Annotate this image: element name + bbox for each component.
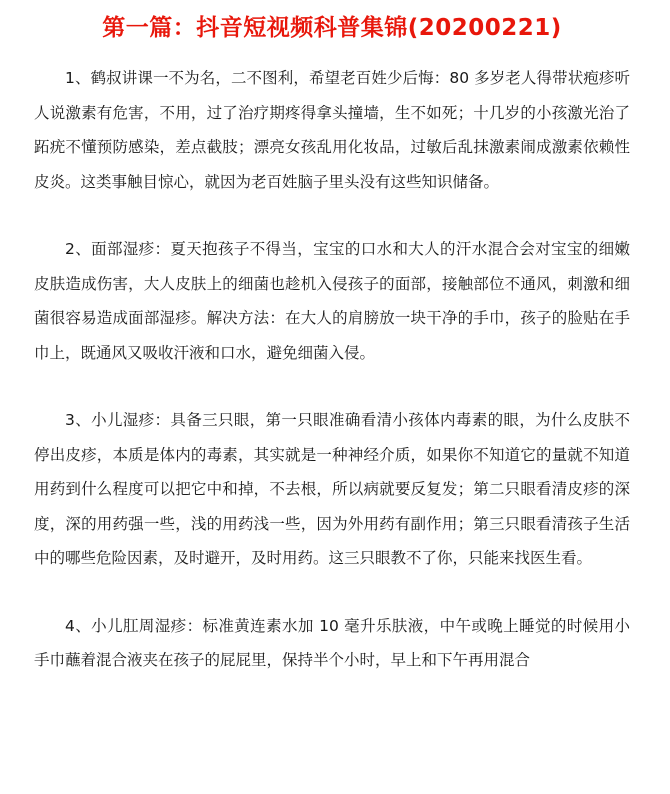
paragraph-3: 3、小儿湿疹：具备三只眼，第一只眼准确看清小孩体内毒素的眼，为什么皮肤不停出皮疹，本质是体内的毒素，其实就是一种神经介质，如果你不知道它的量就不知道用药到什么程度可以把它中和掉，不去根，所以病就要反复发；第二只眼看清皮疹的深度，深的用药强一些，浅的用药浅一些，因为外用药有副作用；第三只眼看清孩子生活中的哪些危险因素，及时避开，及时用药。这三只眼教不了你，只能来找医生看。: [34, 411, 630, 567]
document-title: 第一篇：抖音短视频科普集锦(20200221): [102, 15, 562, 41]
paragraph-4: 4、小儿肛周湿疹：标准黄连素水加 10 毫升乐肤液，中午或晚上睡觉的时候用小手巾蘸着混合液夹在孩子的屁屁里，保持半个小时，早上和下午再用混合: [34, 616, 630, 669]
paragraph-1: 1、鹤叔讲课一不为名，二不图利，希望老百姓少后悔：80 多岁老人得带状疱疹听人说激素有危害，不用，过了治疗期疼得拿头撞墙，生不如死；十几岁的小孩激光治了跖疣不懂预防感染，差点截肢；漂亮女孩乱用化妆品，过敏后乱抹激素闹成激素依赖性皮炎。这类事触目惊心，就因为老百姓脑子里头没有这些知识储备。: [34, 69, 630, 191]
paragraph-2: 2、面部湿疹：夏天抱孩子不得当，宝宝的口水和大人的汗水混合会对宝宝的细嫩皮肤造成伤害，大人皮肤上的细菌也趁机入侵孩子的面部，接触部位不通风，刺激和细菌很容易造成面部湿疹。解决方法：在大人的肩膀放一块干净的手巾，孩子的脸贴在手巾上，既通风又吸收汗液和口水，避免细菌入侵。: [34, 240, 630, 362]
